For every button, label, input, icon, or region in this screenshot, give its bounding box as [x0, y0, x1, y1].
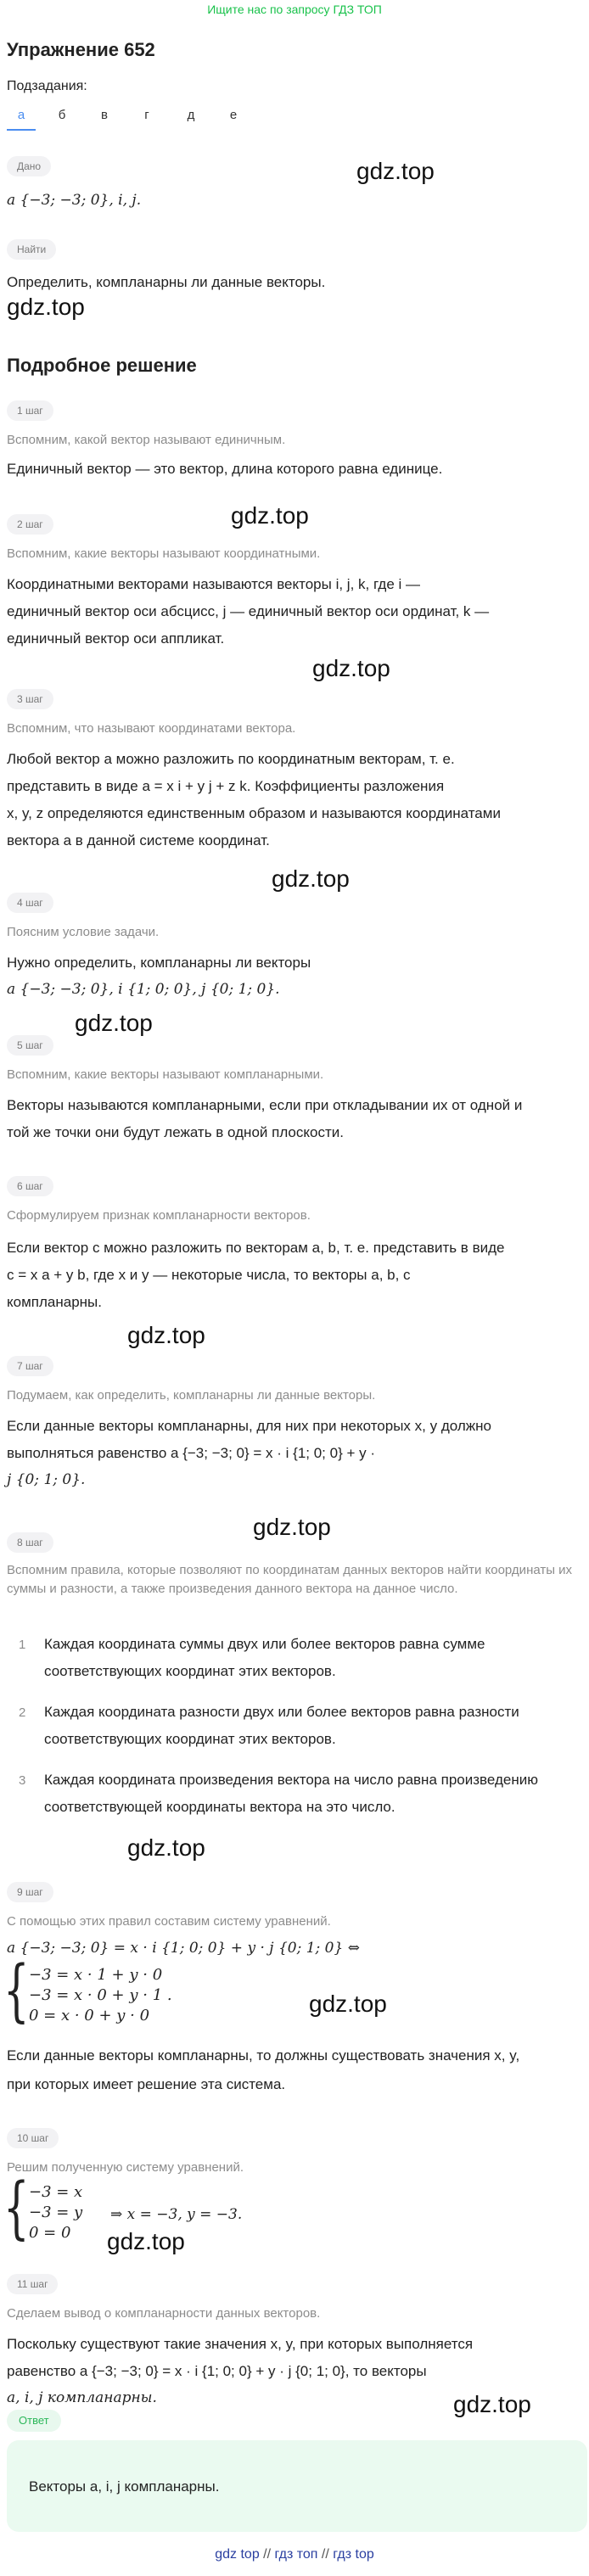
- watermark: gdz.top: [7, 294, 85, 320]
- step-chip: 11 шаг: [7, 2274, 58, 2294]
- footer-link[interactable]: гдз top: [333, 2547, 374, 2562]
- solution-title: Подробное решение: [7, 355, 197, 376]
- step-line: Координатными векторами называются векторы i, j, k, где i —: [7, 576, 421, 592]
- list-number: 3: [19, 1773, 26, 1788]
- step-chip: 7 шаг: [7, 1356, 53, 1376]
- list-item-line: соответствующей координаты вектора на это число.: [44, 1799, 395, 1815]
- step-line: Поскольку существуют такие значения x, y, при которых выполняется: [7, 2336, 474, 2352]
- list-number: 2: [19, 1705, 26, 1720]
- step-line: c = x a + y b, где x и y — некоторые числа, то векторы a, b, c: [7, 1267, 411, 1283]
- step-chip: 1 шаг: [7, 400, 53, 421]
- step-line: a, i, j компланарны.: [7, 2389, 157, 2406]
- tab-a[interactable]: а: [7, 105, 36, 131]
- footer-link[interactable]: гдз топ: [274, 2547, 318, 2562]
- watermark: gdz.top: [453, 2391, 531, 2417]
- step-line: выполняться равенство a {−3; −3; 0} = x · i {1; 0; 0} + y ·: [7, 1445, 376, 1461]
- step-line: той же точки они будут лежать в одной плоскости.: [7, 1124, 344, 1140]
- step-line: Единичный вектор — это вектор, длина которого равна единице.: [7, 461, 443, 477]
- step-chip: 3 шаг: [7, 689, 53, 709]
- system-line: −3 = y: [29, 2204, 83, 2221]
- system-line: −3 = x · 1 + y · 0: [29, 1966, 163, 1984]
- step-hint: Вспомним, что называют координатами вектора.: [7, 721, 296, 736]
- step-chip: 9 шаг: [7, 1882, 53, 1902]
- watermark: gdz.top: [309, 1991, 387, 2017]
- list-item: [44, 1631, 579, 1685]
- footer-separator: //: [321, 2547, 329, 2562]
- step-chip: 6 шаг: [7, 1176, 53, 1196]
- step-chip: 4 шаг: [7, 893, 53, 913]
- watermark: gdz.top: [127, 1322, 205, 1348]
- given-chip: Дано: [7, 156, 51, 176]
- subtask-tabs: [7, 105, 312, 132]
- footer-links: [0, 2547, 589, 2562]
- step-hint: Подумаем, как определить, компланарны ли данные векторы.: [7, 1388, 376, 1403]
- answer-text: Векторы a, i, j компланарны.: [29, 2478, 220, 2495]
- step-hint: Сформулируем признак компланарности векторов.: [7, 1208, 311, 1223]
- step-line: представить в виде a = x i + y j + z k. Коэффициенты разложения: [7, 778, 445, 794]
- step-line: j {0; 1; 0}.: [7, 1471, 86, 1488]
- step-hint: Поясним условие задачи.: [7, 925, 160, 939]
- watermark: gdz.top: [312, 655, 390, 681]
- step-hint: Вспомним, какие векторы называют компланарными.: [7, 1067, 324, 1082]
- step-hint: Вспомним, какой вектор называют единичным.: [7, 433, 286, 447]
- watermark: gdz.top: [272, 865, 350, 892]
- equation-system: [29, 2182, 82, 2243]
- step-hint: Сделаем вывод о компланарности данных векторов.: [7, 2306, 321, 2321]
- step-hint: Вспомним правила, которые позволяют по координатам данных векторов найти координаты их суммы и разности, а также произведения данного вектора на данное число.: [7, 1563, 573, 1596]
- step-line: a {−3; −3; 0}, i {1; 0; 0}, j {0; 1; 0}.: [7, 981, 280, 998]
- step-line: x, y, z определяются единственным образом и называются координатами: [7, 805, 501, 821]
- watermark: gdz.top: [127, 1834, 205, 1861]
- step-line: Векторы называются компланарными, если при откладывании их от одной и: [7, 1097, 523, 1113]
- step-line: равенство a {−3; −3; 0} = x · i {1; 0; 0} + y · j {0; 1; 0}, то векторы: [7, 2363, 427, 2379]
- system-result: ⇒ x = −3, y = −3.: [110, 2206, 243, 2223]
- system-brace: {: [3, 1951, 30, 2030]
- watermark: gdz.top: [75, 1010, 153, 1036]
- answer-chip: Ответ: [7, 2410, 61, 2432]
- step-line: единичный вектор оси абсцисс, j — единичный вектор оси ординат, k —: [7, 603, 490, 619]
- footer-separator: //: [263, 2547, 272, 2562]
- step-line: вектора a в данной системе координат.: [7, 832, 270, 848]
- list-item-line: соответствующих координат этих векторов.: [44, 1663, 336, 1679]
- watermark: gdz.top: [231, 502, 309, 529]
- watermark: gdz.top: [107, 2228, 185, 2254]
- tab-g[interactable]: г: [144, 108, 149, 122]
- step-chip: 8 шаг: [7, 1532, 53, 1553]
- list-item-line: Каждая координата суммы двух или более векторов равна сумме: [44, 1636, 485, 1652]
- system-line: −3 = x: [29, 2183, 83, 2201]
- find-chip: Найти: [7, 239, 56, 260]
- step-line: при которых имеет решение эта система.: [7, 2076, 286, 2092]
- watermark: gdz.top: [253, 1514, 331, 1540]
- list-item-line: Каждая координата произведения вектора на число равна произведению: [44, 1772, 538, 1788]
- system-line: 0 = x · 0 + y · 0: [29, 2007, 150, 2024]
- list-item: [44, 1699, 579, 1753]
- step-chip: 10 шаг: [7, 2128, 59, 2148]
- step-line: Если данные векторы компланарны, для них при некоторых x, y должно: [7, 1418, 491, 1434]
- system-brace: {: [3, 2168, 30, 2247]
- step-line: Нужно определить, компланарны ли векторы: [7, 955, 311, 971]
- tab-v[interactable]: в: [101, 108, 108, 122]
- step-chip: 2 шаг: [7, 514, 53, 535]
- watermark: gdz.top: [356, 158, 435, 184]
- list-item: [44, 1767, 579, 1821]
- step-hint: Решим полученную систему уравнений.: [7, 2160, 244, 2175]
- step-line: Любой вектор a можно разложить по координатным векторам, т. е.: [7, 751, 455, 767]
- tab-d[interactable]: д: [187, 108, 195, 122]
- subtasks-label: Подзадания:: [7, 79, 87, 93]
- list-number: 1: [19, 1638, 26, 1652]
- step-hint: С помощью этих правил составим систему уравнений.: [7, 1914, 331, 1929]
- step-chip: 5 шаг: [7, 1035, 53, 1056]
- page-title: Упражнение 652: [7, 39, 155, 60]
- step-line: Если данные векторы компланарны, то должны существовать значения x, y,: [7, 2047, 520, 2064]
- step-line: компланарны.: [7, 1294, 102, 1310]
- system-line: 0 = 0: [29, 2224, 71, 2242]
- step-hint: Вспомним, какие векторы называют координатными.: [7, 546, 321, 561]
- tab-e[interactable]: е: [229, 108, 238, 122]
- equation-line: a {−3; −3; 0} = x · i {1; 0; 0} + y · j {0; 1; 0} ⇔: [7, 1940, 360, 1957]
- step-line: Если вектор c можно разложить по векторам a, b, т. е. представить в виде: [7, 1240, 505, 1256]
- tab-b[interactable]: б: [58, 108, 66, 122]
- list-item-line: соответствующих координат этих векторов.: [44, 1731, 336, 1747]
- list-item-line: Каждая координата разности двух или более векторов равна разности: [44, 1704, 519, 1720]
- given-text: a {−3; −3; 0}, i, j.: [7, 192, 142, 209]
- find-text: Определить, компланарны ли данные векторы.: [7, 274, 326, 290]
- system-line: −3 = x · 0 + y · 1 .: [29, 1986, 172, 2004]
- footer-link[interactable]: gdz top: [215, 2547, 260, 2562]
- top-banner[interactable]: Ищите нас по запросу ГДЗ ТОП: [207, 3, 382, 16]
- equation-system: [29, 1965, 172, 2026]
- step-line: единичный вектор оси аппликат.: [7, 630, 225, 647]
